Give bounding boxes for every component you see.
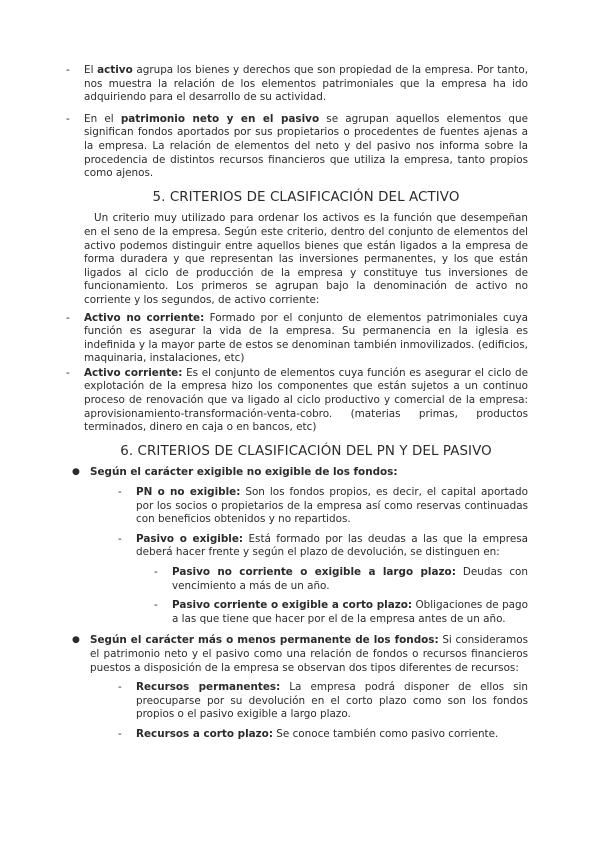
bullet-title: Según el carácter más o menos permanente de los fondos: — [90, 634, 439, 647]
text: Obligaciones de pago a las que tiene que hacer por el de la empresa antes de un año. — [172, 599, 528, 625]
term: Pasivo o exigible: — [136, 532, 244, 545]
dash-marker: - — [66, 311, 70, 324]
dash-marker: - — [66, 366, 70, 379]
list-item-activo-corriente — [66, 366, 528, 435]
bullet-marker: ● — [72, 635, 80, 646]
dash-marker: - — [154, 566, 158, 578]
list-item-recursos-permanentes — [118, 681, 529, 722]
dash-marker: - — [118, 727, 122, 740]
list-item-activo — [66, 64, 528, 105]
dash-marker: - — [66, 112, 70, 125]
list-item-recursos-corto-plazo — [118, 727, 528, 742]
dash-marker: - — [118, 486, 122, 499]
section-heading-6: 6. CRITERIOS DE CLASIFICACIÓN DEL PN Y DEL PASIVO — [120, 443, 492, 459]
text: En el — [84, 112, 121, 125]
dash-marker: - — [118, 681, 122, 694]
term-patrimonio: patrimonio neto y en el pasivo — [120, 112, 320, 125]
text: Está formado por las deudas a las que la empresa deberá hacer frente y según el plazo de devolución, se distinguen en: — [136, 532, 528, 559]
text: Si consideramos el patrimonio neto y el pasivo como una relación de fondos o recursos financieros puestos a disposición de la empresa se observan dos tipos diferentes de recursos: — [90, 634, 528, 674]
term: Activo corriente: — [84, 366, 183, 379]
list-item-pasivo-no-corriente — [154, 566, 528, 593]
bullet-marker: ● — [72, 467, 80, 478]
term: Recursos a corto plazo: — [136, 727, 273, 740]
text: La empresa podrá disponer de ellos sin preocuparse por su devolución en el corto plazo como son los fondos propios o el pasivo exigible a largo plazo. — [136, 681, 529, 721]
bullet-title: Según el carácter exigible no exigible de los fondos: — [90, 466, 398, 479]
text: se agrupan aquellos elementos que significan fondos aportados por sus propietarios o procedentes de fuentes ajenas a la empresa. La relación de elementos del neto y del pasivo nos informa sobre la procedencia de distintos recursos financieros que utiliza la empresa, tanto propios como ajenos. — [84, 112, 528, 180]
term: Pasivo corriente o exigible a corto plazo: — [172, 599, 413, 612]
term: Pasivo no corriente o exigible a largo plazo: — [172, 566, 456, 578]
text: Es el conjunto de elementos cuya función es asegurar el ciclo de explotación de la empresa hizo los componentes que están sujetos a un continuo proceso de renovación que va ligado al ciclo productivo y comercial de la empresa: aprovisionamiento-transformación-venta-cobro. (materias primas, productos terminados, dinero en caja o en bancos, etc) — [84, 366, 528, 434]
text: Formado por el conjunto de elementos patrimoniales cuya función es asegurar la vida de la empresa. Su permanencia en la iglesia es indefinida y la mayor parte de estos se denominan también inmovilizados. (edificios, maquinaria, instalaciones, etc) — [84, 311, 528, 365]
term: PN o no exigible: — [136, 486, 241, 499]
list-item-pasivo — [118, 532, 528, 560]
section-heading-5: 5. CRITERIOS DE CLASIFICACIÓN DEL ACTIVO — [152, 189, 460, 205]
list-item-patrimonio — [66, 112, 528, 181]
text: Deudas con vencimiento a más de un año. — [172, 566, 528, 592]
bullet-permanente — [72, 634, 528, 675]
text: agrupa los bienes y derechos que son propiedad de la empresa. Por tanto, nos muestra la relación de los elementos patrimoniales que la empresa ha ido adquiriendo para el desarrollo de su actividad. — [84, 64, 528, 104]
text: Son los fondos propios, es decir, el capital aportado por los socios o propietarios de la empresa así como reservas continuadas con beneficios obtenidos y no repartidos. — [136, 486, 528, 526]
dash-marker: - — [154, 599, 158, 612]
list-item-activo-no-corriente — [66, 311, 528, 366]
dash-marker: - — [118, 532, 122, 545]
text: Se conoce también como pasivo corriente. — [272, 727, 499, 740]
list-item-pn — [118, 486, 528, 527]
section-5-paragraph: Un criterio muy utilizado para ordenar los activos es la función que desempeñan en el seno de la empresa. Según este criterio, dentro del conjunto de elementos del activo podemos distinguir entre aquellos bienes que están ligados a la empresa de forma duradera y que representan las inversiones permanentes, y los que están ligados al ciclo de producción de la empresa y constituye tus inversiones de funcionamiento. Los primeros se agrupan bajo la denominación de activo no corriente y los segundos, de activo corriente: — [84, 212, 528, 306]
text: El — [84, 64, 98, 76]
dash-marker: - — [66, 64, 70, 76]
term: Recursos permanentes: — [136, 681, 281, 694]
term: Activo no corriente: — [84, 311, 205, 324]
list-item-pasivo-corriente — [154, 599, 528, 626]
term-activo: activo — [97, 64, 133, 76]
bullet-exigible — [72, 466, 528, 480]
